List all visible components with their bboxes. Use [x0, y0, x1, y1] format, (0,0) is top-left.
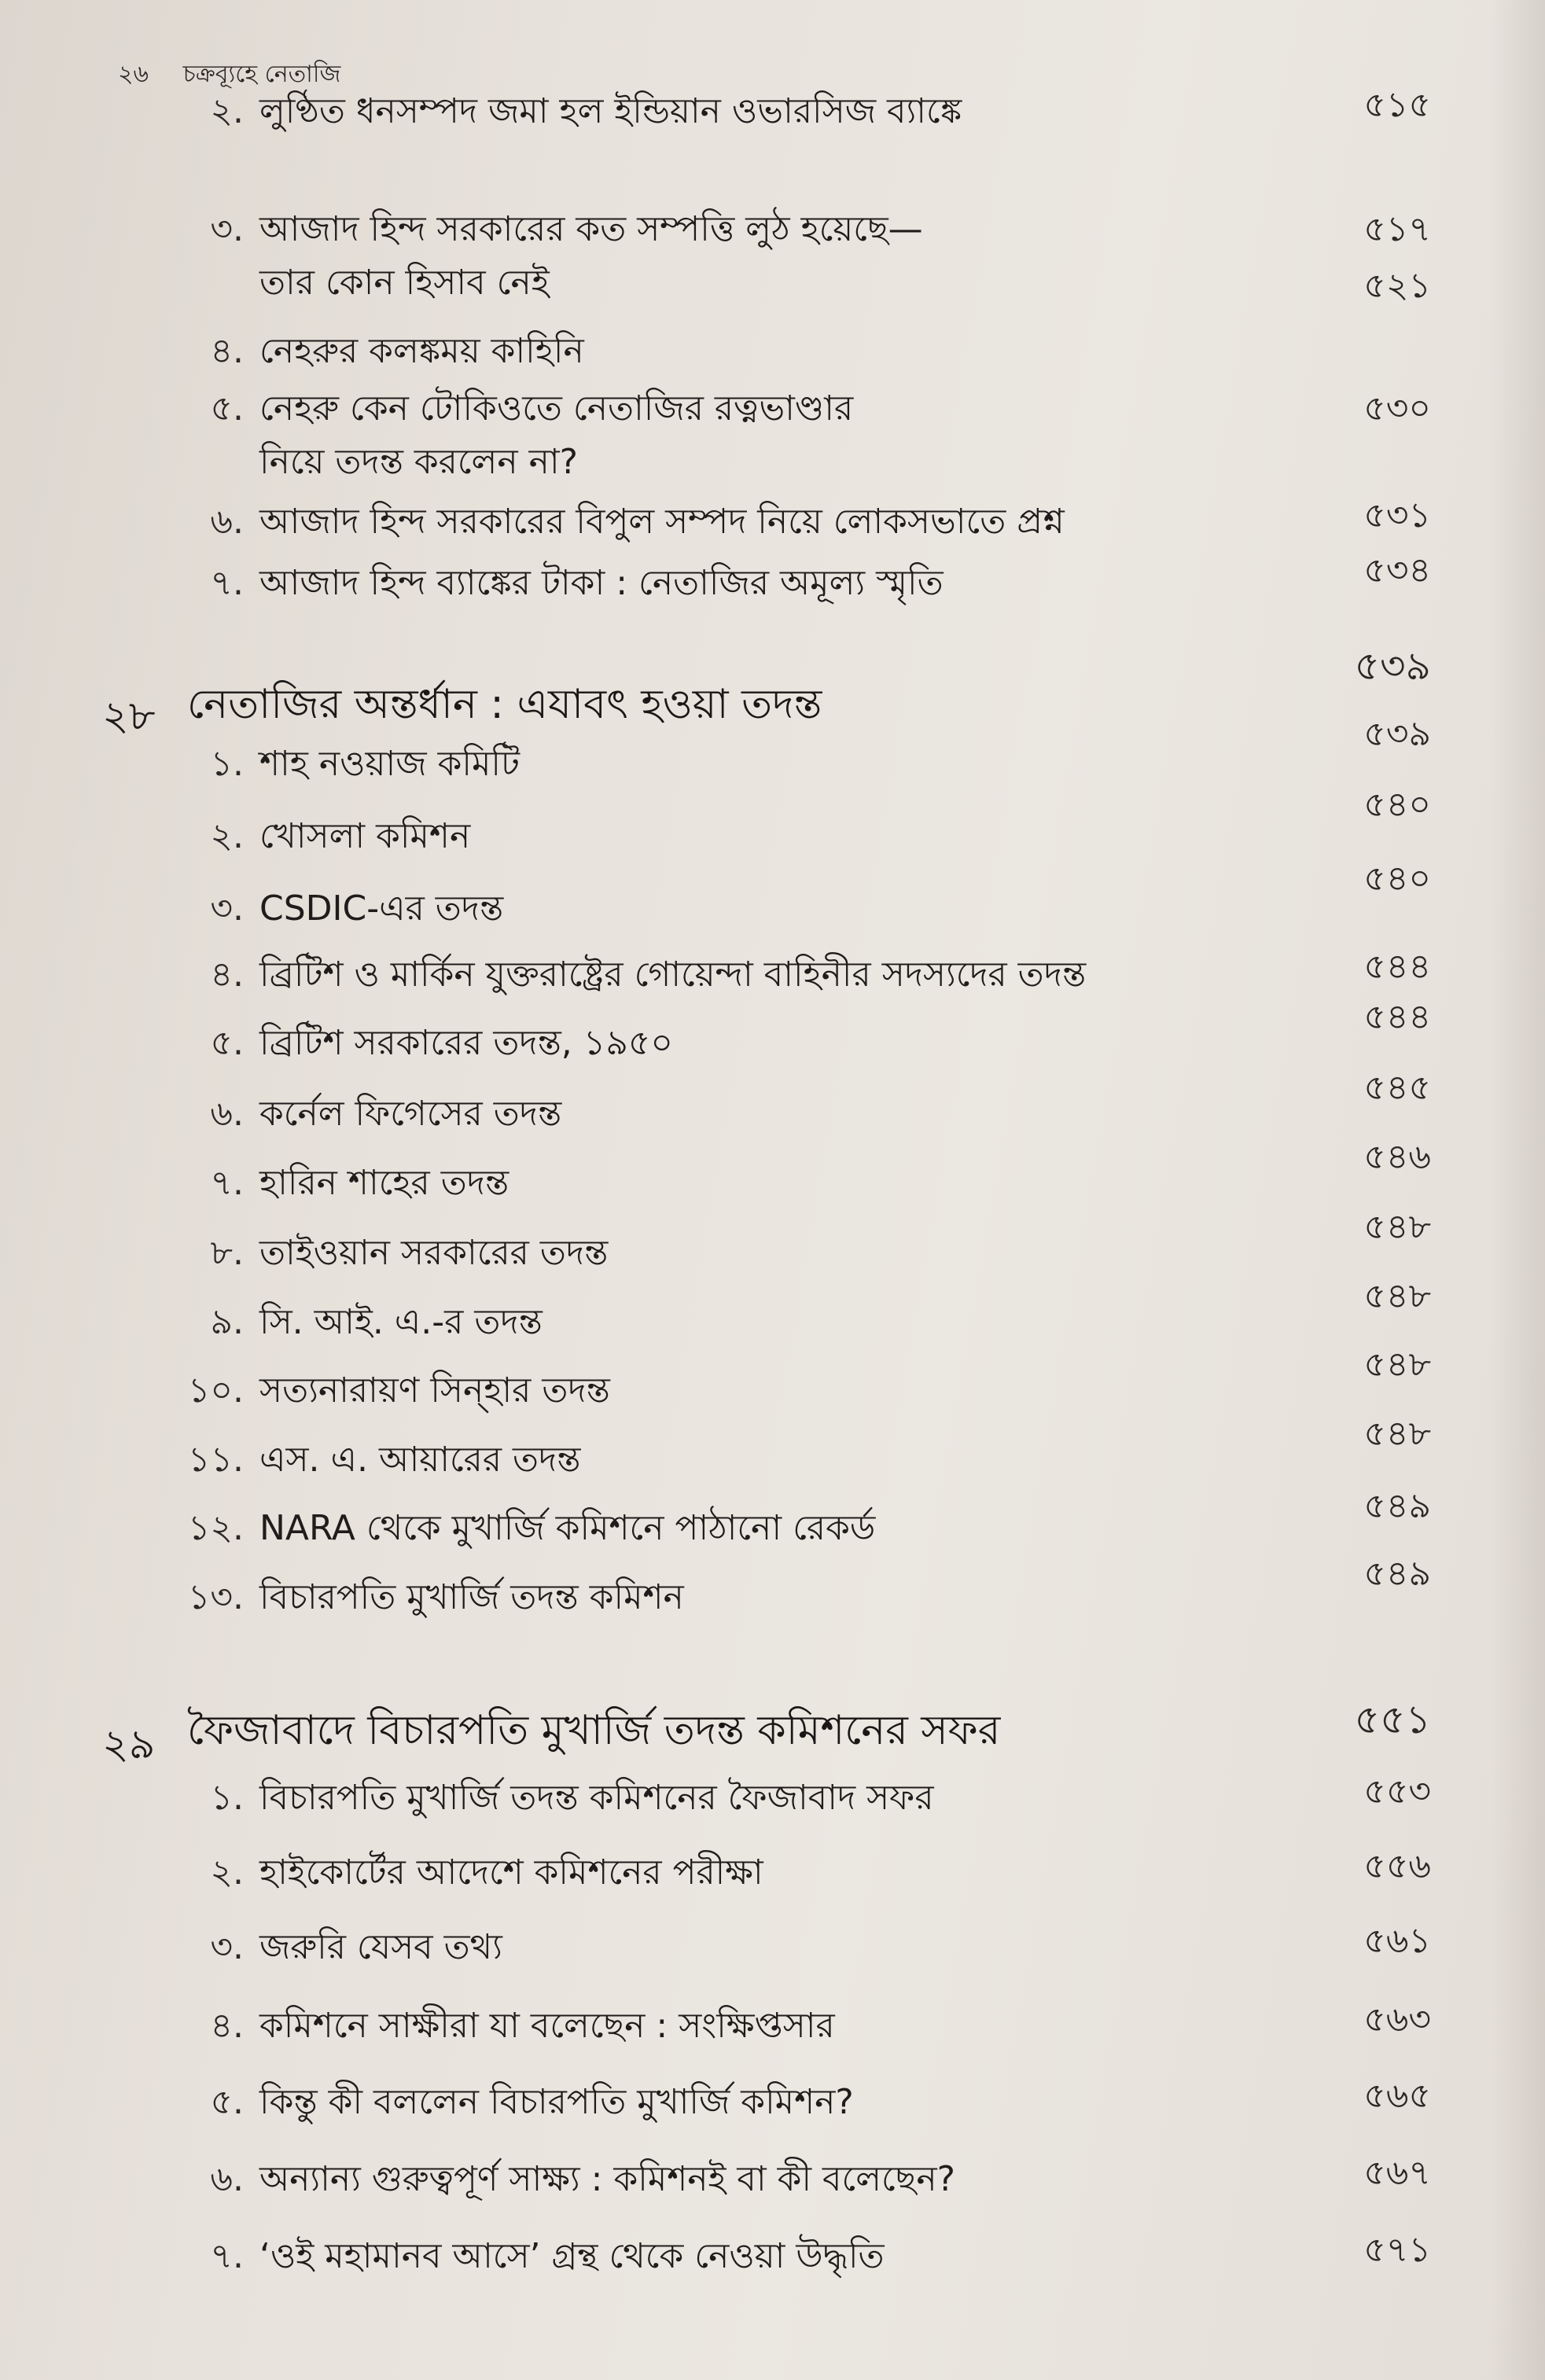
entry-title: হারিন শাহের তদন্ত [259, 1163, 509, 1203]
entry-page: ৫৩১ [1363, 495, 1431, 535]
entry-number: ৪. [210, 2006, 244, 2046]
entry-page: ৫৪৪ [1363, 997, 1431, 1037]
entry-number: ৮. [210, 1233, 244, 1273]
entry-number: ৪. [210, 331, 244, 371]
entry-number: ৫. [210, 2082, 244, 2122]
entry-title: কিন্তু কী বললেন বিচারপতি মুখার্জি কমিশন? [259, 2082, 854, 2122]
entry-title-continued: তার কোন হিসাব নেই [259, 263, 550, 303]
entry-number: ৩. [210, 888, 244, 929]
entry-title: খোসলা কমিশন [259, 816, 471, 856]
entry-title: নেহরুর কলঙ্কময় কাহিনি [259, 331, 584, 371]
entry-title: এস. এ. আয়ারের তদন্ত [259, 1440, 581, 1480]
entry-number: ৭. [210, 1163, 244, 1203]
chapter-number: ২৮ [102, 693, 156, 740]
entry-page: ৫৬১ [1363, 1921, 1431, 1961]
entry-page: ৫৫৩ [1363, 1771, 1431, 1812]
entry-number: ৩. [210, 209, 244, 249]
entry-page: ৫৬৩ [1363, 1999, 1431, 2040]
entry-title: কর্নেল ফিগেসের তদন্ত [259, 1094, 562, 1134]
entry-page: ৫৪৬ [1363, 1137, 1431, 1177]
entry-number: ২. [210, 1852, 244, 1893]
chapter-page: ৫৫১ [1354, 1697, 1431, 1742]
entry-number: ৬. [210, 2159, 244, 2199]
entry-title: শাহ নওয়াজ কমিটি [259, 744, 520, 784]
entry-number: ৫. [210, 388, 244, 429]
entry-number: ৬. [210, 502, 244, 542]
entry-page: ৫৪৯ [1363, 1554, 1431, 1594]
entry-page: ৫৪০ [1363, 859, 1431, 899]
entry-title: আজাদ হিন্দ ব্যাঙ্কের টাকা : নেতাজির অমূল্য স্মৃতি [259, 563, 944, 603]
entry-number: ১২. [187, 1508, 244, 1548]
entry-number: ১১. [187, 1440, 244, 1480]
entry-title: আজাদ হিন্দ সরকারের কত সম্পত্তি লুঠ হয়েছে— [259, 209, 923, 249]
chapter-number: ২৯ [102, 1721, 156, 1768]
entry-title: অন্যান্য গুরুত্বপূর্ণ সাক্ষ্য : কমিশনই বা কী বলেছেন? [259, 2159, 955, 2199]
entry-number: ৬. [210, 1094, 244, 1134]
entry-page: ৫২১ [1363, 266, 1431, 306]
entry-title: CSDIC-এর তদন্ত [259, 888, 504, 929]
entry-number: ২. [210, 816, 244, 856]
entry-number: ১. [210, 1778, 244, 1818]
entry-title: NARA থেকে মুখার্জি কমিশনে পাঠানো রেকর্ড [259, 1508, 876, 1548]
entry-title-continued: নিয়ে তদন্ত করলেন না? [259, 442, 578, 482]
entry-number: ৩. [210, 1927, 244, 1967]
entry-page: ৫৩৯ [1363, 714, 1431, 754]
entry-number: ৯. [210, 1302, 244, 1342]
entry-title: কমিশনে সাক্ষীরা যা বলেছেন : সংক্ষিপ্তসার [259, 2006, 835, 2046]
entry-page: ৫৪৫ [1363, 1068, 1431, 1108]
entry-title: বিচারপতি মুখার্জি তদন্ত কমিশনের ফৈজাবাদ সফর [259, 1778, 934, 1818]
chapter-page: ৫৩৯ [1354, 643, 1431, 689]
entry-title: হাইকোর্টের আদেশে কমিশনের পরীক্ষা [259, 1852, 763, 1893]
running-head-page-number: ২৬ [118, 61, 149, 88]
chapter-title: নেতাজির অন্তর্ধান : এযাবৎ হওয়া তদন্ত [187, 681, 822, 728]
entry-page: ৫১৭ [1363, 209, 1431, 249]
entry-title: আজাদ হিন্দ সরকারের বিপুল সম্পদ নিয়ে লোকসভাতে প্রশ্ন [259, 502, 1065, 542]
entry-page: ৫৪৮ [1363, 1344, 1431, 1385]
entry-page: ৫৪৮ [1363, 1276, 1431, 1316]
entry-page: ৫৩৪ [1363, 550, 1431, 590]
entry-title: ব্রিটিশ ও মার্কিন যুক্তরাষ্ট্রের গোয়েন্দা বাহিনীর সদস্যদের তদন্ত [259, 955, 1087, 995]
entry-title: সি. আই. এ.-র তদন্ত [259, 1302, 543, 1342]
entry-title: নেহরু কেন টোকিওতে নেতাজির রত্নভাণ্ডার [259, 388, 854, 429]
entry-title: লুণ্ঠিত ধনসম্পদ জমা হল ইন্ডিয়ান ওভারসিজ ব্যাঙ্কে [259, 91, 962, 131]
entry-page: ৫৬৫ [1363, 2076, 1431, 2116]
entry-page: ৫৪৮ [1363, 1414, 1431, 1454]
entry-page: ৫৫৬ [1363, 1846, 1431, 1886]
entry-page: ৫৬৭ [1363, 2153, 1431, 2193]
entry-page: ৫৩০ [1363, 388, 1431, 429]
entry-page: ৫৪৮ [1363, 1207, 1431, 1247]
entry-number: ৭. [210, 563, 244, 603]
entry-number: ১৩. [187, 1577, 244, 1617]
running-head-title: চক্রব্যূহে নেতাজি [182, 61, 341, 88]
entry-number: ১. [210, 744, 244, 784]
entry-title: ব্রিটিশ সরকারের তদন্ত, ১৯৫০ [259, 1023, 674, 1063]
entry-title: ‘ওই মহামানব আসে’ গ্রন্থ থেকে নেওয়া উদ্ধৃতি [259, 2236, 885, 2276]
entry-page: ৫৭১ [1363, 2230, 1431, 2270]
entry-number: ৪. [210, 955, 244, 995]
chapter-title: ফৈজাবাদে বিচারপতি মুখার্জি তদন্ত কমিশনের সফর [187, 1707, 1001, 1754]
entry-number: ৫. [210, 1023, 244, 1063]
entry-page: ৫৪৪ [1363, 947, 1431, 987]
entry-page: ৫১৫ [1363, 85, 1431, 125]
entry-title: বিচারপতি মুখার্জি তদন্ত কমিশন [259, 1577, 684, 1617]
entry-title: সত্যনারায়ণ সিন্‌হার তদন্ত [259, 1370, 610, 1411]
entry-title: জরুরি যেসব তথ্য [259, 1927, 502, 1967]
entry-number: ১০. [187, 1370, 244, 1411]
entry-title: তাইওয়ান সরকারের তদন্ত [259, 1233, 609, 1273]
entry-number: ২. [210, 91, 244, 131]
entry-number: ৭. [210, 2236, 244, 2276]
entry-page: ৫৪৯ [1363, 1486, 1431, 1526]
entry-page: ৫৪০ [1363, 785, 1431, 825]
